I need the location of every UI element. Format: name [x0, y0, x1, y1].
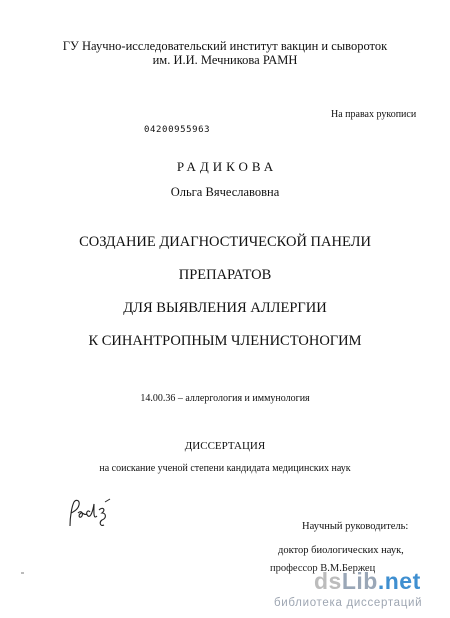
title-line-4: К СИНАНТРОПНЫМ ЧЛЕНИСТОНОГИМ [88, 333, 362, 349]
degree-line: на соискание ученой степени кандидата медицинских наук [99, 463, 351, 474]
rights-note: На правах рукописи [331, 109, 417, 120]
supervisor-heading: Научный руководитель: [302, 521, 409, 532]
watermark-logo-ds: ds [314, 568, 342, 594]
specialty: 14.00.36 – аллергология и иммунология [140, 393, 310, 404]
author-given-names: Ольга Вячеславовна [170, 185, 280, 199]
watermark-logo-lib: Lib [341, 568, 378, 594]
author-surname: РАДИКОВА [176, 159, 278, 174]
serial-number: 04200955963 [144, 125, 211, 135]
watermark-logo-net: .net [377, 568, 421, 594]
institution-line-2: им. И.И. Мечникова РАМН [152, 53, 298, 67]
watermark-logo [314, 568, 421, 595]
supervisor-name-cut: профессор В.М.Бержец [270, 563, 376, 574]
institution-line-1: ГУ Научно-исследовательский институт вакцин и сывороток [62, 39, 388, 53]
supervisor-degree: доктор биологических наук, [278, 545, 404, 556]
watermark-subtitle: библиотека диссертаций [274, 597, 423, 609]
title-line-2: ПРЕПАРАТОВ [178, 267, 272, 283]
doc-type: ДИССЕРТАЦИЯ [184, 440, 266, 452]
watermark [0, 564, 450, 618]
signature-image [64, 496, 124, 532]
title-line-1: СОЗДАНИЕ ДИАГНОСТИЧЕСКОЙ ПАНЕЛИ [79, 234, 371, 250]
title-line-3: ДЛЯ ВЫЯВЛЕНИЯ АЛЛЕРГИИ [123, 300, 327, 316]
